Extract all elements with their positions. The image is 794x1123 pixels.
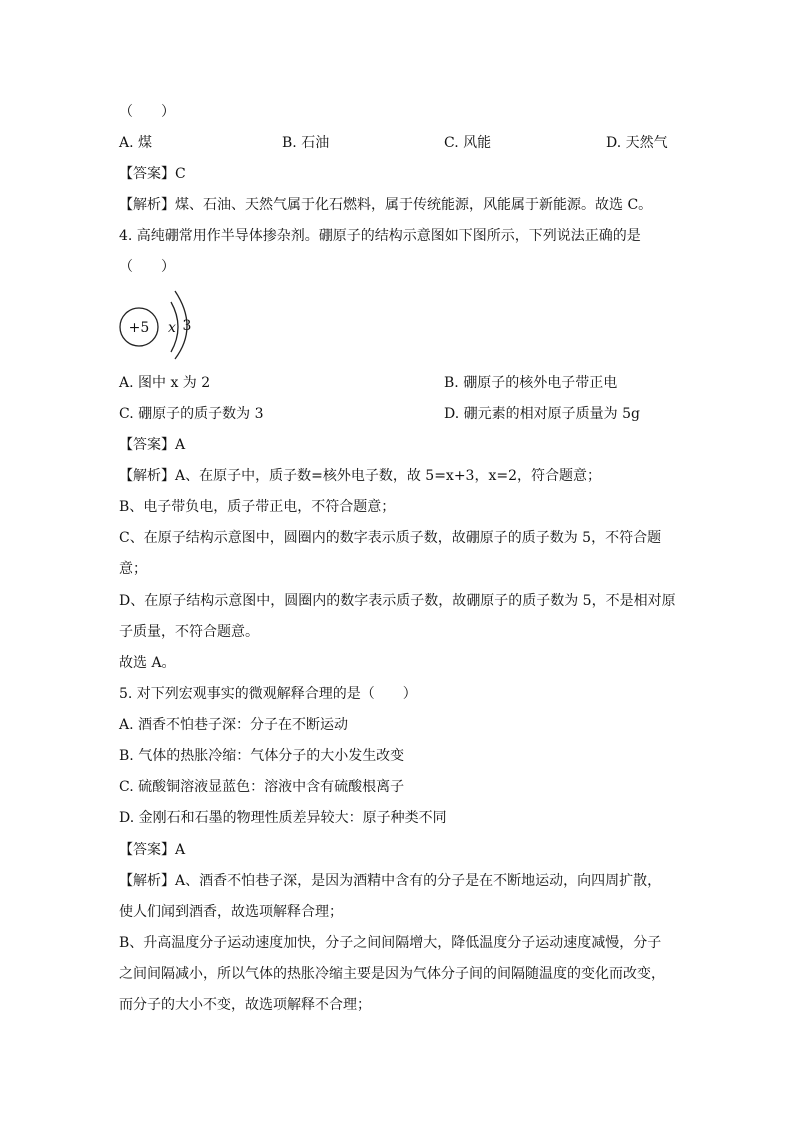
q3-answer: 【答案】C [119, 166, 186, 182]
q4-analysis-line: C、在原子结构示意图中，圆圈内的数字表示质子数，故硼原子的质子数为 5，不符合题 [119, 530, 662, 546]
outer-shell-electrons: 3 [182, 318, 192, 334]
q4-stem: 4. 高纯硼常用作半导体掺杂剂。硼原子的结构示意图如下图所示，下列说法正确的是 [119, 228, 641, 244]
q4-analysis-line: D、在原子结构示意图中，圆圈内的数字表示质子数，故硼原子的质子数为 5，不是相对原 [119, 593, 676, 609]
q4-option-d: D. 硼元素的相对原子质量为 5g [444, 406, 640, 422]
q5-analysis-line: B、升高温度分子运动速度加快，分子之间间隔增大，降低温度分子运动速度减慢，分子 [119, 935, 662, 951]
nucleus-charge: +5 [128, 320, 150, 336]
q4-analysis-line: 子质量，不符合题意。 [119, 624, 259, 640]
q4-analysis-line: 故选 A。 [119, 655, 176, 671]
inner-shell-electrons: x [168, 320, 176, 336]
q5-analysis-line: 使人们闻到酒香，故选项解释合理； [119, 904, 343, 920]
q3-option-a: A. 煤 [119, 135, 153, 151]
q3-option-b: B. 石油 [282, 135, 330, 151]
q4-option-b: B. 硼原子的核外电子带正电 [444, 375, 618, 391]
q5-analysis-line: 而分子的大小不变，故选项解释不合理； [119, 997, 371, 1013]
q5-answer: 【答案】A [119, 842, 186, 858]
q4-analysis-line: 【解析】A、在原子中，质子数=核外电子数，故 5=x+3，x=2，符合题意； [119, 468, 601, 484]
q5-stem: 5. 对下列宏观事实的微观解释合理的是（ ） [119, 686, 417, 702]
q3-option-c: C. 风能 [444, 135, 492, 151]
q3-analysis: 【解析】煤、石油、天然气属于化石燃料，属于传统能源，风能属于新能源。故选 C。 [119, 197, 653, 213]
q5-option-c: C. 硫酸铜溶液显蓝色：溶液中含有硫酸根离子 [119, 779, 405, 795]
q5-analysis-line: 【解析】A、酒香不怕巷子深，是因为酒精中含有的分子是在不断地运动，向四周扩散， [119, 873, 662, 889]
q5-option-a: A. 酒香不怕巷子深：分子在不断运动 [119, 717, 349, 733]
q4-paren: （ ） [119, 259, 175, 275]
q4-option-c: C. 硼原子的质子数为 3 [119, 406, 264, 422]
q4-analysis-line: 意； [119, 561, 147, 577]
q4-analysis-line: B、电子带负电，质子带正电，不符合题意； [119, 499, 396, 515]
q3-paren: （ ） [119, 104, 175, 120]
q3-option-d: D. 天然气 [606, 135, 668, 151]
q5-option-d: D. 金刚石和石墨的物理性质差异较大：原子种类不同 [119, 810, 447, 826]
q5-option-b: B. 气体的热胀冷缩：气体分子的大小发生改变 [119, 748, 405, 764]
q4-option-a: A. 图中 x 为 2 [119, 375, 211, 391]
q5-analysis-line: 之间间隔减小，所以气体的热胀冷缩主要是因为气体分子间的间隔随温度的变化而改变， [119, 966, 665, 982]
boron-atom-structure-diagram [115, 287, 205, 363]
q4-answer: 【答案】A [119, 437, 186, 453]
